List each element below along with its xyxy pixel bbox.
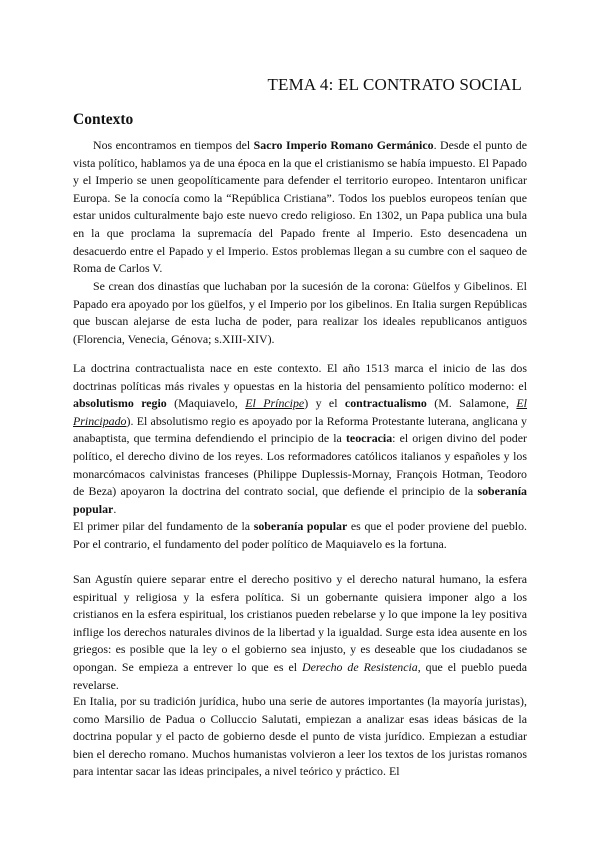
p3-bold-2: contractualismo	[344, 396, 427, 411]
p3-text-2: (Maquiavelo,	[166, 396, 246, 411]
p3-text-1: La doctrina contractualista nace en este contexto. El año 1513 marca el inicio de las dos doctrinas políticas más rivales y opuestas en la historia del pensamiento político moderno: el	[73, 361, 527, 393]
p4-bold-1: soberanía popular	[253, 519, 348, 533]
paragraph-5	[73, 571, 527, 694]
p3-text-6: : el origen divino del poder político, el derecho divino de los reyes. Los reformadores católicos italianos y españoles y los monarcómacos calvinistas franceses (Philippe Duplessis-Mornay, François Hotman, Teodoro de Beza) apoyaron la doctrina del contrato social, que defiende el principio de la	[73, 431, 527, 499]
p3-text-4: (M. Salamone,	[426, 396, 517, 411]
p6-text: En Italia, por su tradición jurídica, hubo una serie de autores importantes (la mayoría juristas), como Marsilio de Padua o Colluccio Salutati, empiezan a analizar esas ideas básicas de la doctrina popular y el pacto de gobierno desde el punto de vista jurídico. Empiezan a estudiar bien el derecho romano. Muchos humanistas volvieron a leer los textos de los juristas romanos para intentar sacar las ideas principales, a nivel teórico y práctico. El	[73, 694, 527, 779]
p3-bold-3: teocracia	[345, 431, 393, 446]
document-title: TEMA 4: EL CONTRATO SOCIAL	[267, 75, 522, 94]
paragraph-4	[73, 518, 527, 553]
p3-underline-1: El Príncipe	[245, 396, 305, 411]
p1-text-2: . Desde el punto de vista político, hablamos ya de una época en la que el cristianismo se había impuesto. El Papado y el Imperio se unen geopolíticamente para defender el territorio europeo. Intentaron unificar Europa. Se la conocía como la “República Cristiana”. Todos los pueblos europeos tenían que estar unidos culturalmente bajo este nuevo credo religioso. En 1302, un Papa publica una bula en la que proclama la supremacía del Papado frente al Imperio. Esto desencadena un desacuerdo entre el Papado y el Imperio. Estos problemas llegan a su cumbre con el saqueo de Roma de Carlos V.	[73, 138, 527, 276]
p3-underline-2: El Principado	[73, 396, 527, 428]
paragraph-1	[73, 137, 527, 278]
p3-bold-4: soberanía popular	[73, 484, 527, 516]
paragraph-3	[73, 360, 527, 518]
p5-text-1: San Agustín quiere separar entre el derecho positivo y el derecho natural humano, la esfera espiritual y religiosa y la esfera política. Si un gobernante quisiera imponer algo a los cristianos en la esfera espiritual, los cristianos pueden rebelarse y lo que impone la ley positiva inflige los derechos naturales divinos de la libertad y la igualdad. Surge esta idea ausente en los griegos: es posible que la ley o el gobierno sea injusto, y es deseable que los ciudadanos se opongan. Se empieza a entrever lo que es el	[73, 572, 527, 674]
p3-text-5: ). El absolutismo regio es apoyado por la Reforma Protestante luterana, anglicana y anabaptista, que termina defendiendo el principio de la	[73, 413, 527, 446]
p1-bold-1: Sacro Imperio Romano Germánico	[253, 138, 434, 152]
p5-italic-1: Derecho de Resistencia	[302, 659, 418, 674]
p1-text-1: Nos encontramos en tiempos del	[93, 138, 254, 152]
p3-text-3: ) y el	[304, 396, 345, 411]
p3-text-7: .	[113, 501, 117, 516]
p4-text-2: es que el poder proviene del pueblo. Por el contrario, el fundamento del poder político de Maquiavelo es la fortuna.	[73, 519, 527, 551]
paragraph-2	[73, 278, 527, 348]
p4-text-1: El primer pilar del fundamento de la	[73, 519, 254, 533]
p2-text: Se crean dos dinastías que luchaban por la sucesión de la corona: Güelfos y Gibelinos. El Papado era apoyado por los güelfos, y el Imperio por los gibelinos. En Italia surgen Repúblicas que buscan alejarse de esta lucha de poder, para realizar los ideales republicanos antiguos (Florencia, Venecia, Génova; s.XIII-XIV).	[73, 279, 527, 346]
p5-text-2: , que el pueblo pueda revelarse.	[73, 659, 527, 692]
paragraph-6	[73, 693, 527, 781]
p3-bold-1: absolutismo regio	[73, 396, 167, 411]
section-heading: Contexto	[73, 111, 134, 128]
